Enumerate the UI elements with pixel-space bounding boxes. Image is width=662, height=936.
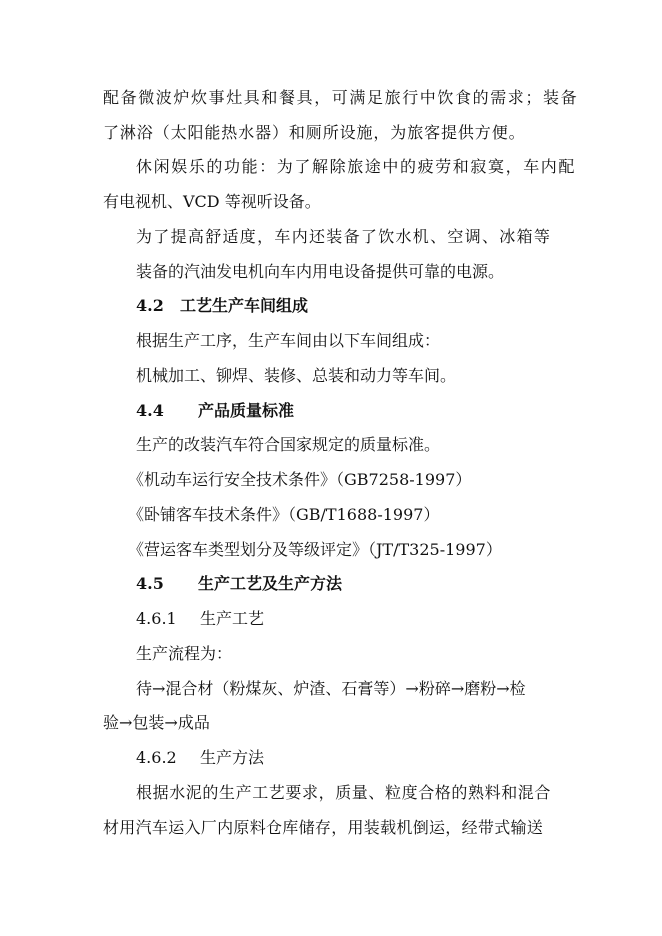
subsection-heading-4-6-2 [136, 748, 264, 768]
standard-item: 《机动车运行安全技术条件》（GB7258-1997） [128, 470, 472, 489]
text-line: 机械加工、铆焊、装修、总装和动力等车间。 [136, 366, 457, 385]
text-line: 材用汽车运入厂内原料仓库储存，用装载机倒运，经带式输送 [103, 818, 544, 837]
text-line: 配备微波炉炊事灶具和餐具，可满足旅行中饮食的需求；装备 [103, 88, 579, 107]
subsection-title: 生产方法 [200, 748, 265, 767]
subsection-title: 生产工艺 [200, 609, 265, 628]
standard-item: 《营运客车类型划分及等级评定》（JT/T325-1997） [128, 540, 502, 559]
section-heading-4-5 [136, 574, 342, 594]
text-line: 为了提高舒适度，车内还装备了饮水机、空调、冰箱等 [136, 227, 552, 246]
text-line: 休闲娱乐的功能：为了解除旅途中的疲劳和寂寞，车内配 [136, 157, 577, 176]
section-number: 4.4 [136, 401, 164, 420]
section-title: 工艺生产车间组成 [180, 296, 309, 315]
subsection-number: 4.6.1 [136, 609, 177, 628]
section-heading-4-2 [136, 296, 308, 316]
text-line: 待→混合材（粉煤灰、炉渣、石膏等）→粉碎→磨粉→检 [136, 679, 526, 698]
section-title: 生产工艺及生产方法 [198, 574, 343, 593]
section-title: 产品质量标准 [198, 401, 295, 420]
subsection-number: 4.6.2 [136, 748, 177, 767]
standard-item: 《卧铺客车技术条件》（GB/T1688-1997） [128, 505, 440, 524]
text-line: 生产的改装汽车符合国家规定的质量标准。 [136, 435, 441, 454]
text-line: 生产流程为： [136, 644, 233, 663]
text-line: 有电视机、VCD 等视听设备。 [103, 192, 321, 211]
section-number: 4.5 [136, 574, 164, 593]
text-line: 根据水泥的生产工艺要求，质量、粒度合格的熟料和混合 [136, 783, 552, 802]
text-line: 验→包装→成品 [103, 713, 210, 732]
section-number: 4.2 [136, 296, 164, 315]
text-line: 根据生产工序，生产车间由以下车间组成： [136, 331, 441, 350]
text-line: 装备的汽油发电机向车内用电设备提供可靠的电源。 [136, 262, 505, 281]
text-line: 了淋浴（太阳能热水器）和厕所设施，为旅客提供方便。 [103, 123, 526, 142]
subsection-heading-4-6-1 [136, 609, 264, 629]
section-heading-4-4 [136, 401, 294, 421]
